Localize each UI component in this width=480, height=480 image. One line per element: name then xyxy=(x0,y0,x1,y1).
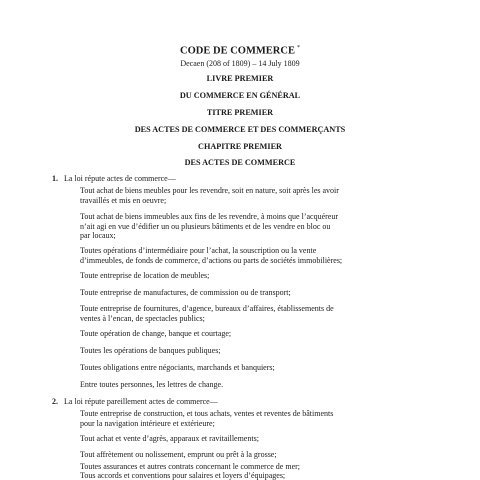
code-title xyxy=(0,42,480,58)
article-1-intro xyxy=(52,174,176,184)
article-1-paragraph xyxy=(80,186,416,205)
paragraph-line: Toute opération de change, banque et courtage; xyxy=(80,329,232,338)
titre-heading: TITRE PREMIER xyxy=(206,108,274,117)
paragraph-line: n’ait agi en vue d’édifier un ou plusieurs bâtiments et de les vendre en bloc ou xyxy=(80,221,331,231)
footnote-mark[interactable]: * xyxy=(296,45,300,51)
paragraph-line: Toutes opérations d’intermédiaire pour l’achat, la souscription ou la vente xyxy=(80,246,317,255)
paragraph-line: Tout achat de biens immeubles aux fins de les revendre, à moins que l’acquéreur xyxy=(80,212,339,221)
paragraph-line: par locaux; xyxy=(80,231,116,240)
article-2-paragraph xyxy=(80,471,416,480)
article-1-paragraph xyxy=(80,271,416,281)
paragraph-line: Toute entreprise de manufactures, de commission ou de transport; xyxy=(80,288,291,297)
article-1-paragraph xyxy=(80,329,416,339)
paragraph-line: Tout achat et vente d’agrès, apparaux et ravitaillements; xyxy=(80,434,259,443)
livre-heading: LIVRE PREMIER xyxy=(206,74,274,83)
paragraph-line: Tout achat de biens meubles pour les revendre, soit en nature, soit après les avoir xyxy=(80,186,339,195)
paragraph-line: Toute entreprise de location de meubles; xyxy=(80,271,210,280)
article-2-paragraph xyxy=(80,409,416,428)
paragraph-line: d’immeubles, de fonds de commerce, d’actions ou parts de sociétés immobilières; xyxy=(80,255,343,265)
paragraph-line: Tous accords et conventions pour salaires et loyers d’équipages; xyxy=(80,471,286,480)
article-2-intro xyxy=(52,397,218,407)
paragraph-line: Toutes obligations entre négociants, marchands et banquiers; xyxy=(80,363,275,372)
article-1-paragraph xyxy=(80,363,416,373)
article-number: 1. xyxy=(52,174,58,183)
article-intro-text: La loi répute pareillement actes de commerce— xyxy=(64,397,218,406)
article-1-paragraph xyxy=(80,288,416,298)
titre-title: DES ACTES DE COMMERCE ET DES COMMERÇANTS xyxy=(134,125,346,134)
code-title-text: CODE DE COMMERCE xyxy=(180,45,295,57)
chapitre-title: DES ACTES DE COMMERCE xyxy=(184,158,296,167)
paragraph-line: travaillés et mis en oeuvre; xyxy=(80,195,167,205)
article-1-paragraph xyxy=(80,380,416,390)
article-1-paragraph xyxy=(80,346,416,356)
paragraph-line: Toute entreprise de fournitures, d’agence, bureaux d’affaires, établissements de xyxy=(80,304,334,313)
article-2-paragraph xyxy=(80,450,416,460)
article-1-paragraph xyxy=(80,246,416,265)
paragraph-line: pour la navigation intérieure et extérieure; xyxy=(80,418,215,428)
paragraph-line: Entre toutes personnes, les lettres de change. xyxy=(80,380,224,389)
livre-title: DU COMMERCE EN GÉNÉRAL xyxy=(179,91,301,100)
article-number: 2. xyxy=(52,397,58,406)
code-subtitle: Decaen (208 of 1809) – 14 July 1809 xyxy=(180,59,300,68)
article-1-paragraph xyxy=(80,212,416,241)
paragraph-line: Toutes assurances et autres contrats concernant le commerce de mer; xyxy=(80,462,301,471)
paragraph-line: Toutes les opérations de banques publiques; xyxy=(80,346,221,355)
chapitre-heading: CHAPITRE PREMIER xyxy=(198,142,282,151)
article-1-paragraph xyxy=(80,304,416,323)
article-intro-text: La loi répute actes de commerce— xyxy=(64,174,176,183)
paragraph-line: Toute entreprise de construction, et tous achats, ventes et reventes de bâtiments xyxy=(80,409,334,418)
paragraph-line: ventes à l’encan, de spectacles publics; xyxy=(80,313,205,323)
paragraph-line: Tout affrètement ou nolissement, emprunt ou prêt à la grosse; xyxy=(80,450,277,459)
article-2-paragraph xyxy=(80,434,416,444)
